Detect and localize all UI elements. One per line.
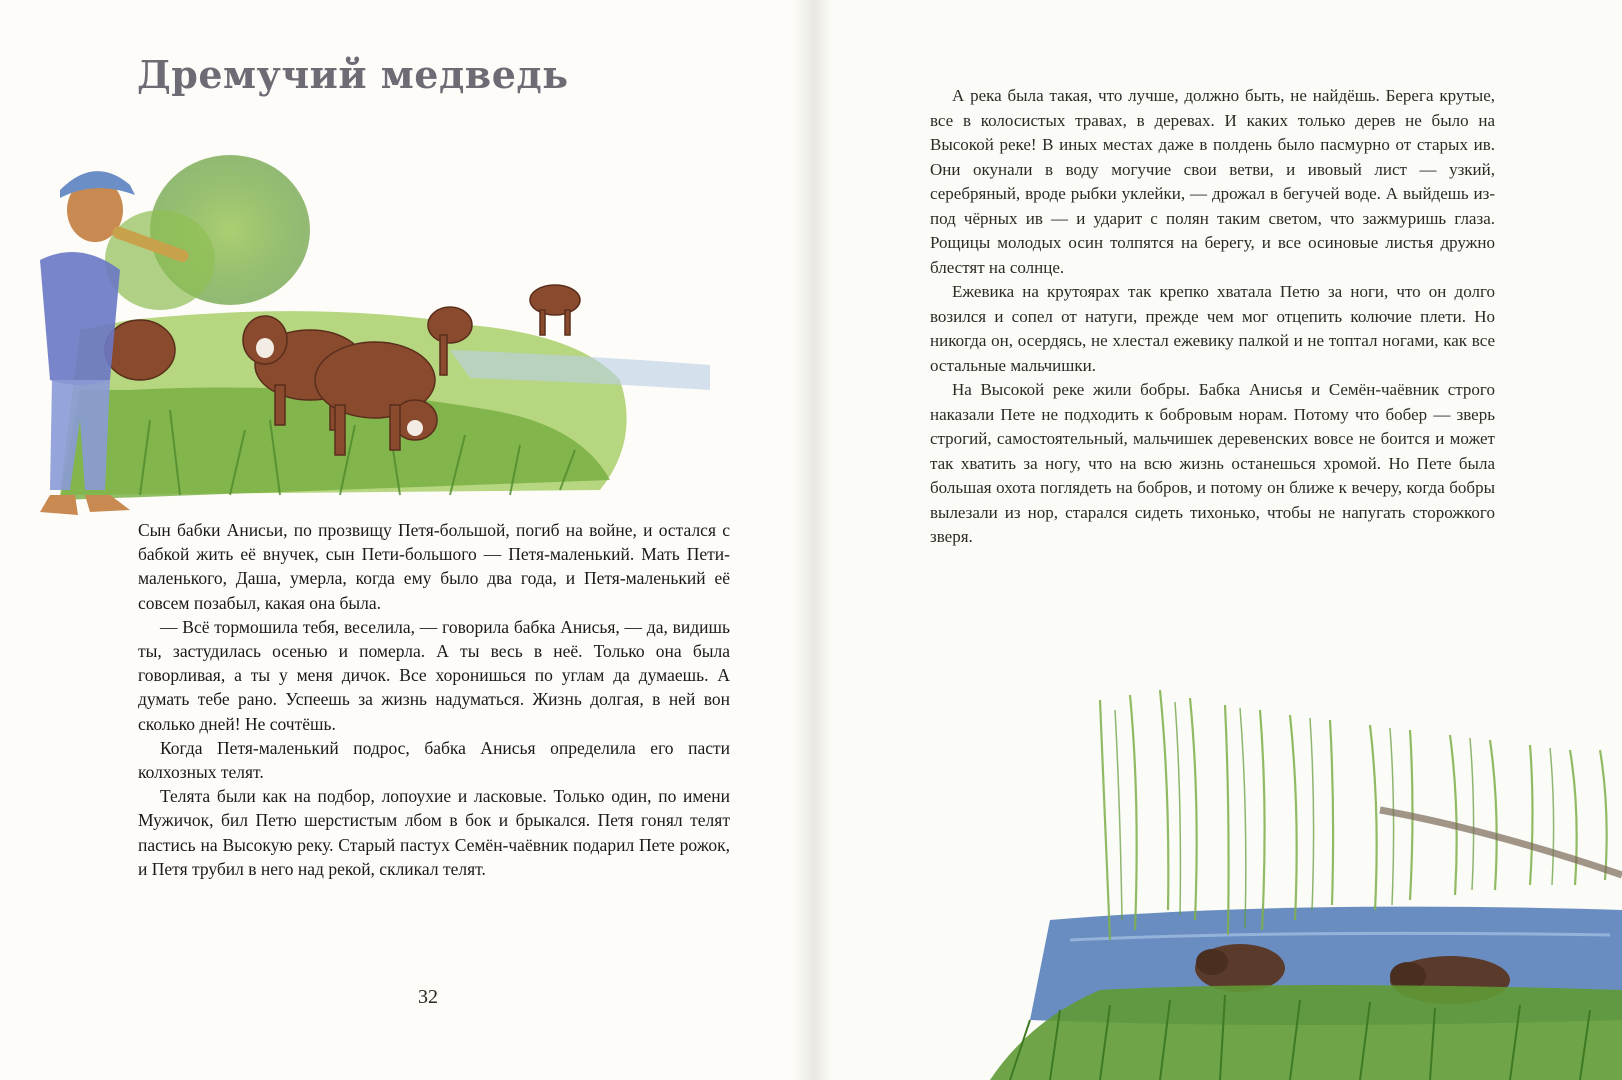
paragraph: — Всё тормошила тебя, веселила, — говорила бабка Анисья, — да, видишь ты, застудилась осенью и померла. А ты весь в неё. Только она была говорливая, а ты у меня дичок. Все хоронишься по углам да думаешь. А думать тебе рано. Успеешь за жизнь надуматься. Жизнь долгая, в ней вон сколько дней! Не сочтёшь. (138, 616, 730, 734)
book-gutter (792, 0, 832, 1080)
paragraph: А река была такая, что лучше, должно быть, не найдёшь. Берега крутые, все в колосистых травах, в деревах. И каких только дерев не было на Высокой реке! В иных местах даже в полдень было пасмурно от старых ив. Они окунали в воду могучие свои ветви, и ивовый лист — узкий, серебряный, вроде рыбки уклейки, — дрожал в бегучей воде. А выйдешь из-под чёрных ив — и ударит с полян таким светом, что зажмуришь глаза. Рощицы молодых осин толпятся на берегу, и все осиновые листья дружно блестят на солнце. (930, 86, 1495, 277)
paragraph: Когда Петя-маленький подрос, бабка Анисья определила его пасти колхозных телят. (138, 737, 730, 783)
paragraph: На Высокой реке жили бобры. Бабка Анисья и Семён-чаёвник строго наказали Пете не подходить к бобровым норам. Потому что бобер — зверь строгий, самостоятельный, мальчишек деревенских вовсе не боится и может так хватить за ногу, что на всю жизнь останешься хромой. Но Пете была большая охота поглядеть на бобров, и потому он ближе к вечеру, когда бобры вылезали из нор, старался сидеть тихонько, чтобы не напугать сторожкого зверя. (930, 380, 1495, 546)
page-number: 32 (418, 986, 438, 1008)
paragraph: Телята были как на подбор, лопоухие и ласковые. Только один, по имени Мужичок, бил Петю шерстистым лбом в бок и брыкался. Петя гонял телят пастись на Высокую реку. Старый пастух Семён-чаёвник подарил Пете рожок, и Петя трубил в него над рекой, скликал телят. (138, 786, 730, 879)
paragraph: Сын бабки Анисьи, по прозвищу Петя-большой, погиб на войне, и остался с бабкой жить её внучек, сын Пети-большого — Петя-маленький. Мать Пети-маленького, Даша, умерла, когда ему было два года, и Петя-маленький её совсем позабыл, какая она была. (138, 520, 730, 613)
illustration-willow-beavers (990, 690, 1622, 1080)
paragraph: Ежевика на крутоярах так крепко хватала Петю за ноги, что он долго возился и сопел от натуги, прежде чем мог отцепить колючие плети. Но никогда он, осердясь, не хлестал ежевику палкой и не топтал ногами, как все остальные мальчишки. (930, 282, 1495, 375)
left-page-text (138, 518, 730, 881)
right-page-text (930, 84, 1495, 550)
chapter-title: Дремучий медведь (137, 52, 569, 97)
